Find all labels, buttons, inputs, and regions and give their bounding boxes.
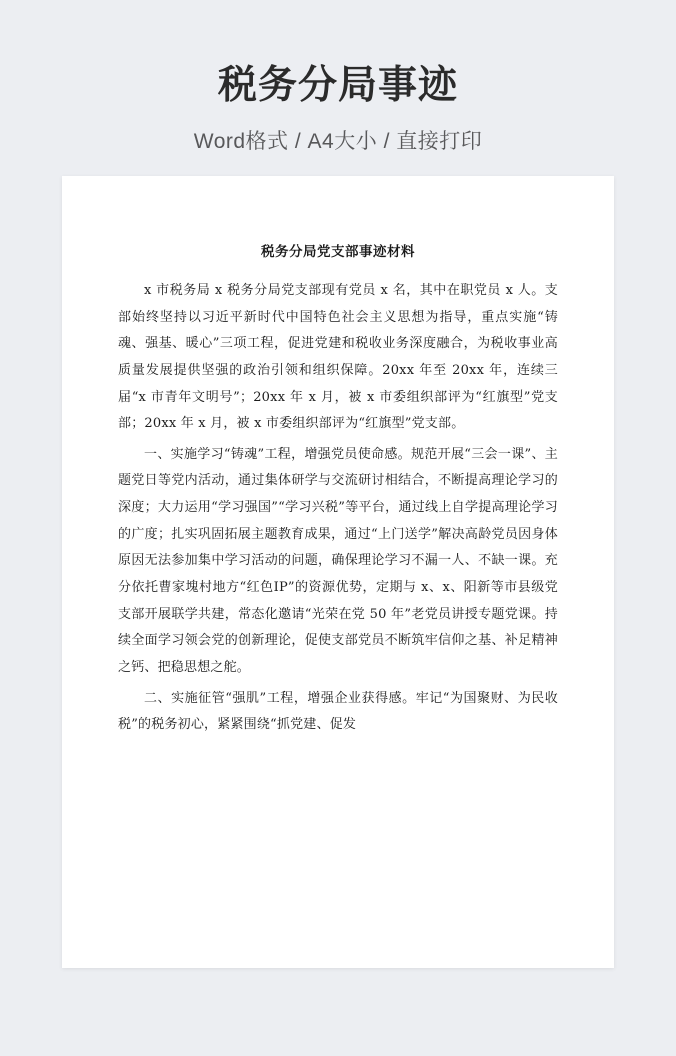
page-title: 税务分局事迹 <box>217 64 458 107</box>
document-paragraph: x 市税务局 x 税务分局党支部现有党员 x 名，其中在职党员 x 人。支部始终坚持以习近平新时代中国特色社会主义思想为指导，重点实施“铸魂、强基、暖心”三项工程，促进党建和税收业务深度融合，为税收事业高质量发展提供坚强的政治引领和组织保障。20xx 年至 20xx 年，连续三届“x 市青年文明号”；20xx 年 x 月，被 x 市委组织部评为“红旗型”党支部；20xx 年 x 月，被 x 市委组织部评为“红旗型”党支部。 <box>118 283 558 432</box>
document-title: 税务分局党支部事迹材料 <box>261 244 415 260</box>
page-subtitle: Word格式 / A4大小 / 直接打印 <box>193 129 483 153</box>
document-sheet <box>62 176 614 968</box>
document-paragraph: 一、实施学习“铸魂”工程，增强党员使命感。规范开展“三会一课”、主题党日等党内活动，通过集体研学与交流研讨相结合，不断提高理论学习的深度；大力运用“学习强国”“学习兴税”等平台，通过线上自学提高理论学习的广度；扎实巩固拓展主题教育成果，通过“上门送学”解决高龄党员因身体原因无法参加集中学习活动的问题，确保理论学习不漏一人、不缺一课。充分依托曹家塊村地方“红色IP”的资源优势，定期与 x、x、阳新等市县级党支部开展联学共建，常态化邀请“光荣在党 50 年”老党员讲授专题党课。持续全面学习领会党的创新理论，促使支部党员不断筑牢信仰之基、补足精神之钙、把稳思想之舵。 <box>118 446 558 675</box>
document-paragraph: 二、实施征管“强肌”工程，增强企业获得感。牢记“为国聚财、为民收税”的税务初心，紧紧围绕“抓党建、促发 <box>118 690 558 733</box>
document-body <box>62 176 614 968</box>
preview-header <box>0 0 676 155</box>
